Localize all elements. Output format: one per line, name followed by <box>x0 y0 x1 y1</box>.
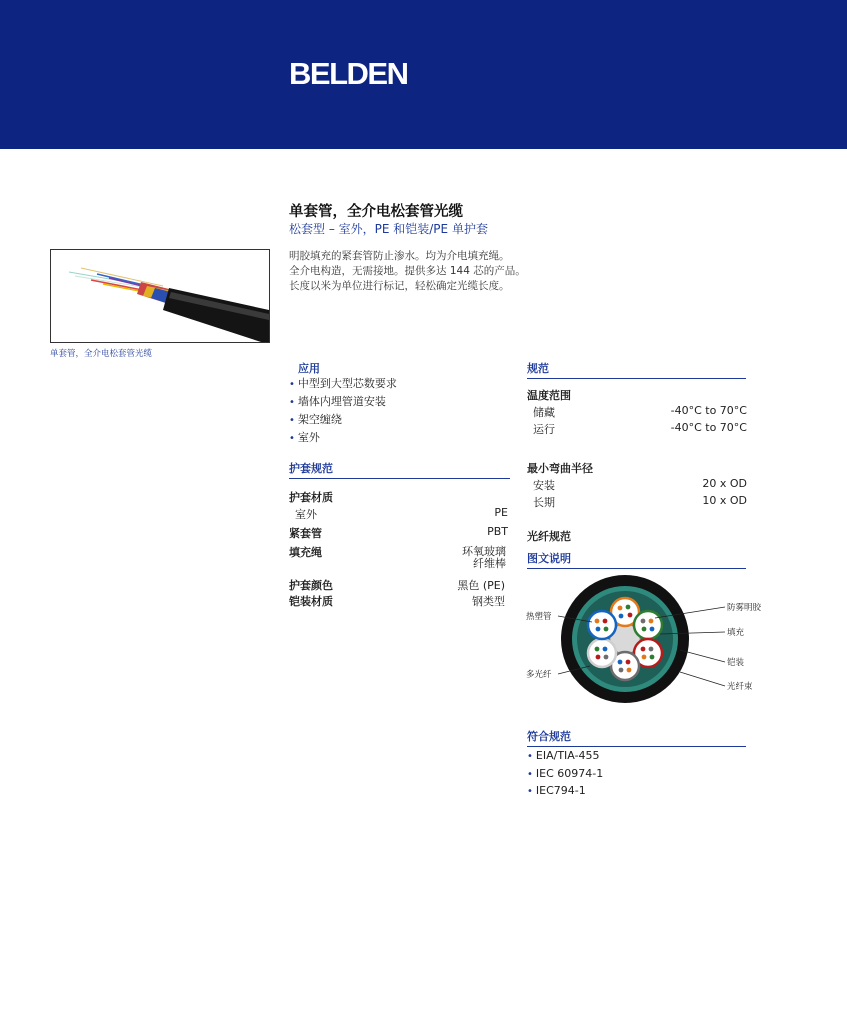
belden-logo: BELDEN <box>289 56 408 91</box>
list-item: • 墙体内埋管道安装 <box>289 395 386 408</box>
tube-value: PBT <box>487 525 508 538</box>
jacket-color-value: 黑色 (PE) <box>457 579 505 592</box>
jacket-color-label: 护套颜色 <box>289 579 333 592</box>
applications-heading: 应用 <box>298 362 320 375</box>
description-line: 长度以米为单位进行标记，轻松确定光缆长度。 <box>289 280 510 292</box>
longterm-value: 10 x OD <box>702 494 747 507</box>
fiber-spec-heading: 光纤规范 <box>527 530 571 543</box>
bullet-icon: • <box>527 751 533 762</box>
description-line: 明胶填充的紧套管防止渗水。均为介电填充绳。 <box>289 250 510 262</box>
list-item: • IEC794-1 <box>527 784 586 797</box>
buffer-tube <box>588 639 616 667</box>
label-thermoplastic-tube: 热塑管 <box>526 612 552 622</box>
storage-value: -40°C to 70°C <box>670 404 747 417</box>
label-armor: 铠装 <box>727 658 745 668</box>
armor-material-value: 钢类型 <box>472 595 505 608</box>
jacket-spec-heading: 护套规范 <box>289 460 510 479</box>
outdoor-value: PE <box>494 506 508 519</box>
list-item: • 中型到大型芯数要求 <box>289 377 397 390</box>
filler-value-2: 纤维棒 <box>473 557 506 570</box>
operating-label: 运行 <box>533 423 555 436</box>
specs-heading: 规范 <box>527 360 746 379</box>
install-label: 安装 <box>533 479 555 492</box>
operating-value: -40°C to 70°C <box>670 421 747 434</box>
bullet-icon: • <box>527 786 533 797</box>
install-value: 20 x OD <box>702 477 747 490</box>
buffer-tube <box>588 611 616 639</box>
bullet-icon: • <box>289 415 295 426</box>
label-filler: 填充 <box>727 628 745 638</box>
label-fiber-bundle: 光纤束 <box>727 682 753 692</box>
bullet-icon: • <box>289 433 295 444</box>
longterm-label: 长期 <box>533 496 555 509</box>
cable-image <box>51 250 269 342</box>
compliance-heading: 符合规范 <box>527 728 746 747</box>
compliance-list <box>527 748 603 801</box>
bullet-icon: • <box>289 379 295 390</box>
cable-photo <box>50 249 270 343</box>
temp-range-heading: 温度范围 <box>527 389 571 402</box>
jacket-material-label: 护套材质 <box>289 491 333 504</box>
bullet-icon: • <box>289 397 295 408</box>
list-item: • EIA/TIA-455 <box>527 749 600 762</box>
buffer-tube <box>634 611 662 639</box>
tube-label: 紧套管 <box>289 527 322 540</box>
bullet-icon: • <box>527 768 533 780</box>
product-title: 单套管，全介电松套管光缆 <box>289 204 463 220</box>
filler-value-1: 环氧玻璃 <box>462 545 506 558</box>
diagram-heading: 图文说明 <box>527 550 746 569</box>
armor-material-label: 铠装材质 <box>289 595 333 608</box>
label-gel: 防雾明胶 <box>727 603 762 613</box>
storage-label: 储藏 <box>533 406 555 419</box>
photo-caption: 单套管，全介电松套管光缆 <box>50 349 153 359</box>
list-item: • 架空缠绕 <box>289 413 342 426</box>
leader-line <box>680 672 725 686</box>
product-description <box>289 249 526 294</box>
list-item: • IEC 60974-1 <box>527 766 604 780</box>
filler-label: 填充绳 <box>289 546 322 559</box>
header-banner <box>0 0 847 149</box>
product-subtitle: 松套型 – 室外，PE 和铠装/PE 单护套 <box>289 222 488 236</box>
leader-line <box>680 650 725 662</box>
applications-list <box>289 375 397 447</box>
description-line: 全介电构造，无需接地。提供多达 144 芯的产品。 <box>289 265 526 277</box>
outdoor-label: 室外 <box>295 508 317 521</box>
bend-radius-heading: 最小弯曲半径 <box>527 462 593 475</box>
label-multi-fiber: 多光纤 <box>526 670 552 680</box>
list-item: • 室外 <box>289 431 320 444</box>
cable-cross-section <box>520 570 770 710</box>
